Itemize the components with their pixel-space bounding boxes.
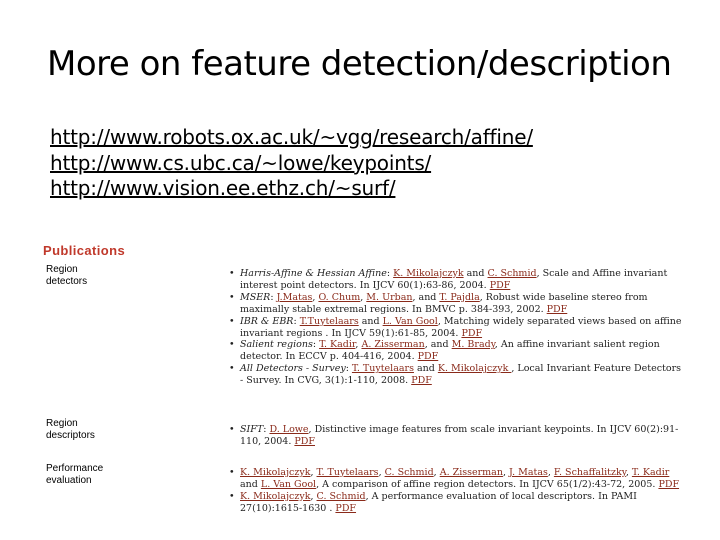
author-link[interactable]: T. Tuytelaars <box>316 467 379 478</box>
publications-heading: Publications <box>43 243 126 258</box>
author-link[interactable]: K. Mikolajczyk <box>240 490 311 502</box>
reference-item: • K. Mikolajczyk, T. Tuytelaars, C. Schmid, A. Zisserman, J. Matas, F. Schaffalitzky, T. Kadir and L. Van Gool, A comparison of affine region detectors. In IJCV 65(1/2):43-72, 2005. PDF <box>229 467 684 491</box>
link-lowe-keypoints[interactable]: http://www.cs.ubc.ca/~lowe/keypoints/ <box>50 150 432 175</box>
reference-item: • SIFT: D. Lowe, Distinctive image features from scale invariant keypoints. In IJCV 60(2):91-110, 2004. PDF <box>229 424 684 448</box>
reference-text: , Matching widely separated views based on affine invariant regions . In IJCV 59(1):61-85, 2004. <box>240 315 682 339</box>
author-link[interactable]: M. Urban <box>366 291 413 303</box>
method-name: Salient regions <box>240 339 313 351</box>
author-link[interactable]: K. Mikolajczyk <box>240 467 311 478</box>
author-link[interactable]: F. Schaffalitzky <box>553 467 626 478</box>
author-link[interactable]: T. Kadir <box>631 467 670 478</box>
author-link[interactable]: T.Tuytelaars <box>299 315 359 327</box>
section-label-line: detectors <box>46 276 88 287</box>
reference-item: • Salient regions: T. Kadir, A. Zisserman, and M. Brady, An affine invariant salient region detector. In ECCV p. 404-416, 2004. PDF <box>229 339 684 363</box>
author-link[interactable]: L. Van Gool <box>382 315 438 327</box>
reference-item: • All Detectors - Survey: T. Tuytelaars and K. Mikolajczyk , Local Invariant Feature Detectors - Survey. In CVG, 3(1):1-110, 2008. PDF <box>229 363 684 387</box>
author-link[interactable]: M. Brady <box>451 339 495 351</box>
reference-text: , A performance evaluation of local descriptors. In PAMI 27(10):1615-1630 . <box>240 490 637 514</box>
section-label-region-detectors <box>46 264 87 288</box>
reference-text: , Local Invariant Feature Detectors - Survey. In CVG, 3(1):1-110, 2008. <box>240 363 682 387</box>
method-name: IBR & EBR <box>240 315 294 327</box>
author-link[interactable]: D. Lowe <box>269 424 309 435</box>
section-label-line: descriptors <box>46 430 95 441</box>
section-label-line: Performance <box>46 463 104 474</box>
method-name: MSER <box>240 291 271 303</box>
pdf-link[interactable]: PDF <box>461 327 483 339</box>
section-label-line: Region <box>46 264 78 275</box>
section-label-line: Region <box>46 418 78 429</box>
method-name: SIFT <box>240 424 264 435</box>
method-name: Harris-Affine & Hessian Affine <box>240 268 387 279</box>
author-link[interactable]: A. Zisserman <box>439 467 503 478</box>
author-link[interactable]: C. Schmid <box>384 467 434 478</box>
pdf-link[interactable]: PDF <box>658 478 680 490</box>
pdf-link[interactable]: PDF <box>411 375 432 387</box>
author-link[interactable]: T. Tuytelaars <box>351 363 414 375</box>
pdf-link[interactable]: PDF <box>417 351 439 363</box>
pdf-link[interactable]: PDF <box>489 279 511 291</box>
link-surf[interactable]: http://www.vision.ee.ethz.ch/~surf/ <box>50 176 396 200</box>
section-label-region-descriptors <box>46 418 95 442</box>
author-link[interactable]: K. Mikolajczyk <box>437 363 512 375</box>
author-link[interactable]: L. Van Gool <box>260 478 317 490</box>
reference-item: • IBR & EBR: T.Tuytelaars and L. Van Gool, Matching widely separated views based on affine invariant regions . In IJCV 59(1):61-85, 2004. PDF <box>229 316 684 340</box>
author-link[interactable]: C. Schmid <box>487 268 537 279</box>
reference-list-region-detectors <box>229 268 684 387</box>
reference-list-performance-evaluation <box>229 467 684 515</box>
reference-text: , A comparison of affine region detectors. In IJCV 65(1/2):43-72, 2005. <box>316 478 659 490</box>
reference-item: • K. Mikolajczyk, C. Schmid, A performance evaluation of local descriptors. In PAMI 27(10):1615-1630 . PDF <box>229 491 684 515</box>
section-label-line: evaluation <box>46 475 92 486</box>
author-link[interactable]: K. Mikolajczyk <box>393 268 464 279</box>
pdf-link[interactable]: PDF <box>294 435 315 447</box>
author-link[interactable]: T. Kadir <box>319 339 356 351</box>
author-link[interactable]: A. Zisserman <box>361 339 425 351</box>
author-link[interactable]: O. Chum <box>318 291 361 303</box>
reference-list-region-descriptors <box>229 424 684 448</box>
reference-text: , Robust wide baseline stereo from maximally stable extremal regions. In BMVC p. 384-393, 2002. <box>240 291 648 315</box>
reference-item: • Harris-Affine & Hessian Affine: K. Mikolajczyk and C. Schmid, Scale and Affine invariant interest point detectors. In IJCV 60(1):63-86, 2004. PDF <box>229 268 684 292</box>
link-list <box>50 125 533 202</box>
author-link[interactable]: T. Pajdla <box>439 291 480 303</box>
reference-text: , Distinctive image features from scale invariant keypoints. In IJCV 60(2):91-110, 2004. <box>240 424 679 447</box>
author-link[interactable]: J. Matas <box>509 467 548 478</box>
reference-item: • MSER: J.Matas, O. Chum, M. Urban, and T. Pajdla, Robust wide baseline stereo from maximally stable extremal regions. In BMVC p. 384-393, 2002. PDF <box>229 292 684 316</box>
reference-text: , An affine invariant salient region detector. In ECCV p. 404-416, 2004. <box>240 339 660 363</box>
section-label-performance-evaluation <box>46 463 103 487</box>
pdf-link[interactable]: PDF <box>546 303 568 315</box>
author-link[interactable]: C. Schmid <box>316 490 366 502</box>
slide-title: More on feature detection/description <box>47 44 672 84</box>
reference-text: , Scale and Affine invariant interest point detectors. In IJCV 60(1):63-86, 2004. <box>240 268 668 291</box>
author-link[interactable]: J.Matas <box>276 291 313 303</box>
link-vgg-affine[interactable]: http://www.robots.ox.ac.uk/~vgg/research/affine/ <box>50 125 533 149</box>
method-name: All Detectors - Survey <box>240 363 346 375</box>
pdf-link[interactable]: PDF <box>335 502 357 514</box>
